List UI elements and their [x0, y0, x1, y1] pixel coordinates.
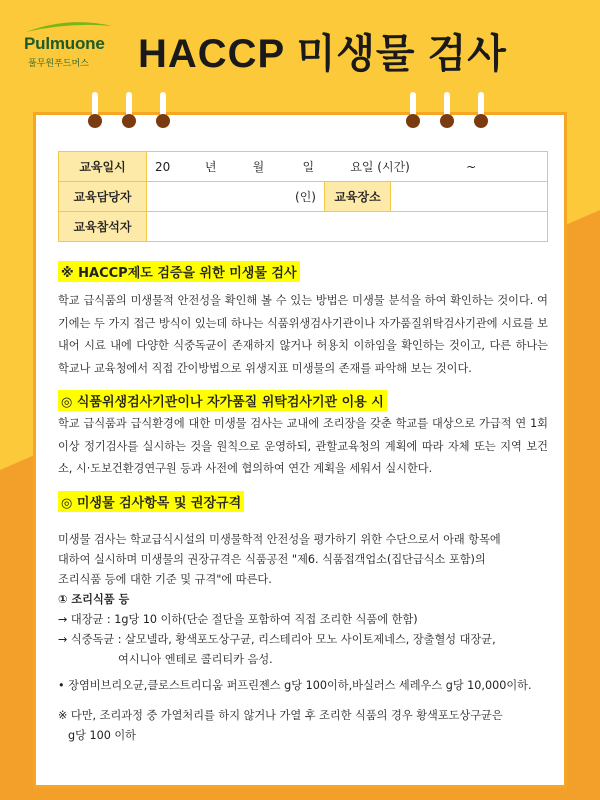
binder-ring: [158, 92, 168, 128]
attendee-field[interactable]: [147, 212, 548, 242]
section3-line-3: 조리식품 등에 대한 기준 및 규격"에 따른다.: [58, 572, 272, 586]
section1-body: 학교 급식품의 미생물적 안전성을 확인해 볼 수 있는 방법은 미생물 분석을 하여 확인하는 것이다. 여기에는 두 가지 접근 방식이 있는데 하나는 식품위생검사기관이나 자가품질위탁검사기관에 시료를 보내어 시료 내에 다양한 식중독균이 존재하지 않거나 허용치 이하임을 확인하는 것이고, 다른 하나는 학교나 교육청에서 직접 간이방법으로 위생지표 미생물의 존재를 파악해 보는 것이다.: [58, 294, 548, 375]
leaf-icon: [24, 20, 114, 34]
section2-heading: ◎ 식품위생검사기관이나 자가품질 위탁검사기관 이용 시: [58, 390, 387, 411]
place-field[interactable]: [391, 182, 548, 212]
info-table: [58, 151, 548, 242]
section3-line-1: 미생물 검사는 학교급식시설의 미생물학적 안전성을 평가하기 위한 수단으로서 아래 항목에: [58, 532, 501, 546]
brand-subtitle: 풀무원푸드머스: [28, 59, 89, 69]
note-line-1: ※ 다만, 조리과정 중 가열처리를 하지 않거나 가열 후 조리한 식품의 경우 황색포도상구균은: [58, 708, 503, 722]
item-pathogens-cont: 여시니아 엔테로 콜리티카 음성.: [118, 652, 273, 666]
binder-ring: [408, 92, 418, 128]
binder-ring: [442, 92, 452, 128]
date-day-unit: 일: [302, 160, 315, 174]
place-label: 교육장소: [325, 182, 391, 212]
manager-row: [59, 182, 548, 212]
item-ecoli: → 대장균 : 1g당 10 이하(단순 절단을 포함하여 직접 조리한 식품에 한함): [58, 612, 418, 626]
section2-body: 학교 급식품과 급식환경에 대한 미생물 검사는 교내에 조리장을 갖춘 학교를 대상으로 가급적 연 1회 이상 정기검사를 실시하는 것을 원칙으로 운영하되, 관할교육청의 계획에 따라 자체 또는 지역 보건소, 시·도보건환경연구원 등과 사전에 협의하여 연간 계획을 세워서 실시한다.: [58, 417, 548, 475]
document-sheet: [33, 112, 567, 788]
manager-field[interactable]: [147, 182, 325, 212]
section1-heading: ※ HACCP제도 검증을 위한 미생물 검사: [58, 261, 300, 282]
item-bullet: • 장염비브리오균,클로스트리디움 퍼프린젠스 g당 100이하,바실러스 세레우스 g당 10,000이하.: [58, 678, 532, 692]
item-pathogens: → 식중독균 : 살모넬라, 황색포도상구균, 리스테리아 모노 사이토제네스, 장출혈성 대장균,: [58, 632, 496, 646]
date-field[interactable]: [147, 152, 548, 182]
date-year-unit: 년: [204, 160, 217, 174]
section3-subheading: ① 조리식품 등: [58, 592, 130, 606]
section3-heading: ◎ 미생물 검사항목 및 권장규격: [58, 491, 244, 512]
binder-ring: [476, 92, 486, 128]
date-tilde: ~: [466, 160, 477, 174]
page-title: HACCP 미생물 검사: [138, 32, 507, 76]
date-label: 교육일시: [59, 152, 147, 182]
manager-label: 교육담당자: [59, 182, 147, 212]
note-line-2: g당 100 이하: [68, 728, 136, 742]
date-year: 20: [155, 160, 171, 174]
binder-ring: [124, 92, 134, 128]
attendee-label: 교육참석자: [59, 212, 147, 242]
attendee-row: [59, 212, 548, 242]
binder-ring: [90, 92, 100, 128]
brand-name: Pulmuone: [24, 34, 105, 53]
date-month-unit: 월: [252, 160, 265, 174]
seal-mark: (인): [295, 190, 316, 204]
date-weekday-time: 요일 (시간): [350, 160, 410, 174]
date-row: [59, 152, 548, 182]
section3-line-2: 대하여 실시하며 미생물의 권장규격은 식품공전 "제6. 식품접객업소(집단급식소 포함)의: [58, 552, 486, 566]
content: [58, 261, 548, 746]
